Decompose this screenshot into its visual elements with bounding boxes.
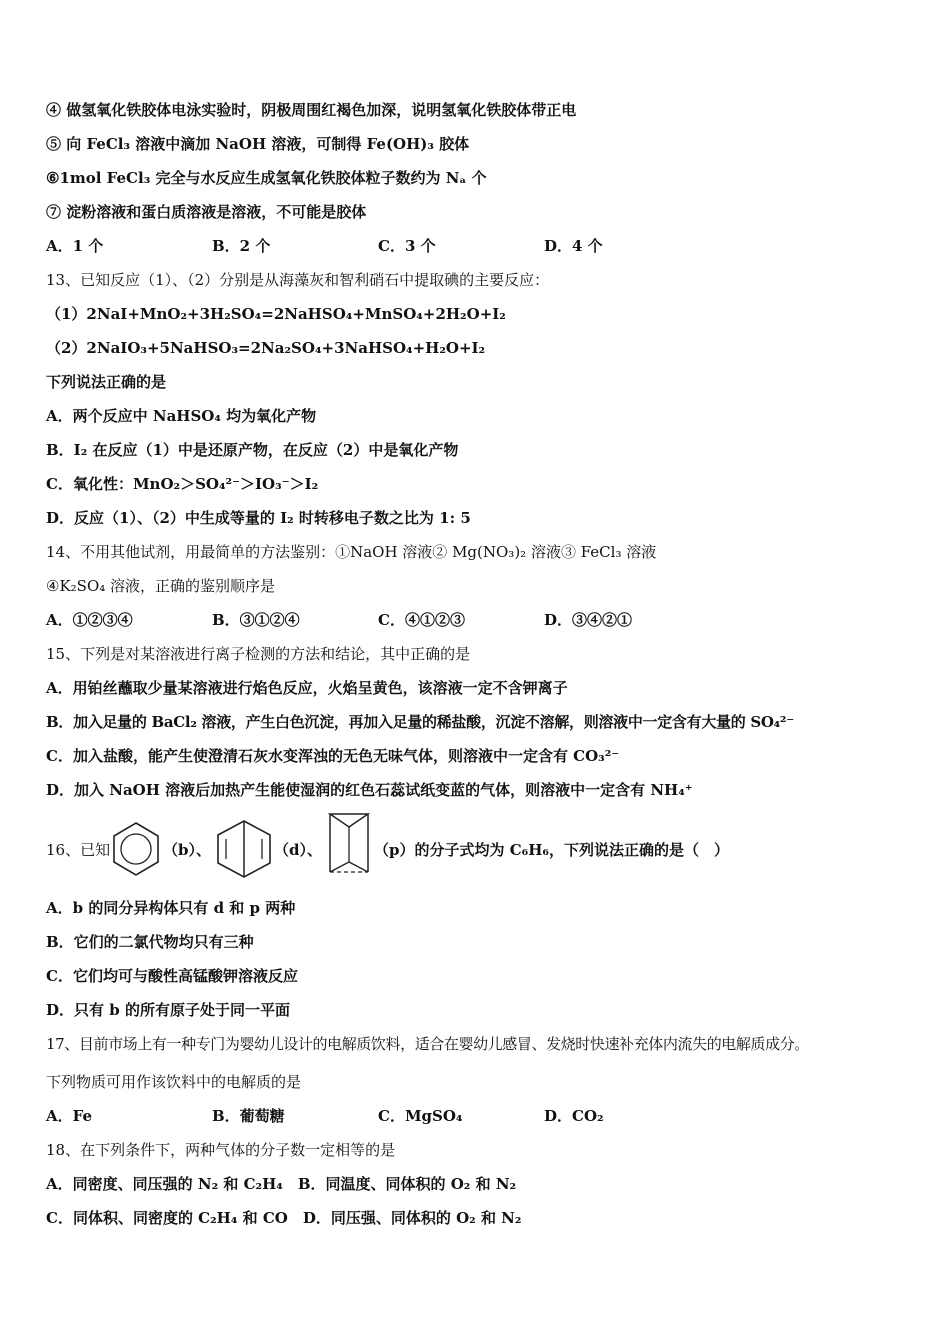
q16-option-a: A．b 的同分异构体只有 d 和 p 两种 <box>46 899 296 917</box>
q14-stem-line1: 14、不用其他试剂，用最简单的方法鉴别：①NaOH 溶液② Mg(NO₃)₂ 溶液③ FeCl₃ 溶液 <box>46 543 657 561</box>
q17-option-b: B．葡萄糖 <box>212 1107 285 1125</box>
q13-reaction-2: （2）2NaIO₃+5NaHSO₃=2Na₂SO₄+3NaHSO₄+H₂O+I₂ <box>46 339 486 357</box>
q18-options-ab: A．同密度、同压强的 N₂ 和 C₂H₄ B．同温度、同体积的 O₂ 和 N₂ <box>46 1175 517 1193</box>
q14-option-b: B．③①②④ <box>212 611 300 629</box>
q16-option-d: D．只有 b 的所有原子处于同一平面 <box>46 1001 290 1019</box>
benzene-structure <box>110 820 162 878</box>
q13-stem: 13、已知反应（1）、（2）分别是从海藻灰和智利硝石中提取碘的主要反应： <box>46 271 550 289</box>
q18-stem: 18、在下列条件下，两种气体的分子数一定相等的是 <box>46 1141 396 1159</box>
prismane-structure <box>326 810 372 880</box>
q17-option-d: D．CO₂ <box>544 1107 604 1125</box>
q15-option-b: B．加入足量的 BaCl₂ 溶液，产生白色沉淀，再加入足量的稀盐酸，沉淀不溶解，则溶液中一定含有大量的 SO₄²⁻ <box>46 713 794 731</box>
statement-7: ⑦ 淀粉溶液和蛋白质溶液是溶液，不可能是胶体 <box>46 203 367 221</box>
q15-stem: 15、下列是对某溶液进行离子检测的方法和结论，其中正确的是 <box>46 645 471 663</box>
q15-option-a: A．用铂丝蘸取少量某溶液进行焰色反应，火焰呈黄色，该溶液一定不含钾离子 <box>46 679 568 697</box>
q15-option-c: C．加入盐酸，能产生使澄清石灰水变浑浊的无色无味气体，则溶液中一定含有 CO₃²⁻ <box>46 747 620 765</box>
dewar-benzene-structure <box>214 818 274 880</box>
q16-label-d: （d）、 <box>274 841 322 859</box>
statement-6: ⑥1mol FeCl₃ 完全与水反应生成氢氧化铁胶体粒子数约为 Nₐ 个 <box>46 169 487 187</box>
statement-4: ④ 做氢氧化铁胶体电泳实验时，阴极周围红褐色加深，说明氢氧化铁胶体带正电 <box>46 101 577 119</box>
statement-5: ⑤ 向 FeCl₃ 溶液中滴加 NaOH 溶液，可制得 Fe(OH)₃ 胶体 <box>46 135 470 153</box>
q13-reaction-1: （1）2NaI+MnO₂+3H₂SO₄=2NaHSO₄+MnSO₄+2H₂O+I₂ <box>46 305 506 323</box>
q12-option-c: C．3 个 <box>378 237 436 255</box>
q13-option-c: C．氧化性：MnO₂＞SO₄²⁻＞IO₃⁻＞I₂ <box>46 475 319 493</box>
q13-option-d: D．反应（1）、（2）中生成等量的 I₂ 时转移电子数之比为 1: 5 <box>46 509 471 527</box>
q12-option-a: A．1 个 <box>46 237 104 255</box>
q14-option-c: C．④①②③ <box>378 611 465 629</box>
q14-option-a: A．①②③④ <box>46 611 133 629</box>
q16-label-p: （p）的分子式均为 C₆H₆，下列说法正确的是（ ） <box>374 841 729 859</box>
q17-option-a: A．Fe <box>46 1107 93 1125</box>
q16-label-b: （b）、 <box>163 841 211 859</box>
q16-option-c: C．它们均可与酸性高锰酸钾溶液反应 <box>46 967 298 985</box>
q17-stem-line1: 17、目前市场上有一种专门为婴幼儿设计的电解质饮料，适合在婴幼儿感冒、发烧时快速补充体内流失的电解质成分。 <box>46 1035 809 1053</box>
q17-stem-line2: 下列物质可用作该饮料中的电解质的是 <box>46 1073 302 1091</box>
q16-prefix: 16、已知 <box>46 841 111 859</box>
q15-option-d: D．加入 NaOH 溶液后加热产生能使湿润的红色石蕊试纸变蓝的气体，则溶液中一定含有 NH₄⁺ <box>46 781 693 799</box>
q16-option-b: B．它们的二氯代物均只有三种 <box>46 933 254 951</box>
q13-option-b: B．I₂ 在反应（1）中是还原产物，在反应（2）中是氧化产物 <box>46 441 459 459</box>
q12-option-b: B．2 个 <box>212 237 271 255</box>
q18-options-cd: C．同体积、同密度的 C₂H₄ 和 CO D．同压强、同体积的 O₂ 和 N₂ <box>46 1209 522 1227</box>
q14-stem-line2: ④K₂SO₄ 溶液，正确的鉴别顺序是 <box>46 577 276 595</box>
q14-option-d: D．③④②① <box>544 611 633 629</box>
q13-option-a: A．两个反应中 NaHSO₄ 均为氧化产物 <box>46 407 317 425</box>
q12-option-d: D．4 个 <box>544 237 603 255</box>
q17-option-c: C．MgSO₄ <box>378 1107 463 1125</box>
q13-prompt: 下列说法正确的是 <box>46 373 167 391</box>
